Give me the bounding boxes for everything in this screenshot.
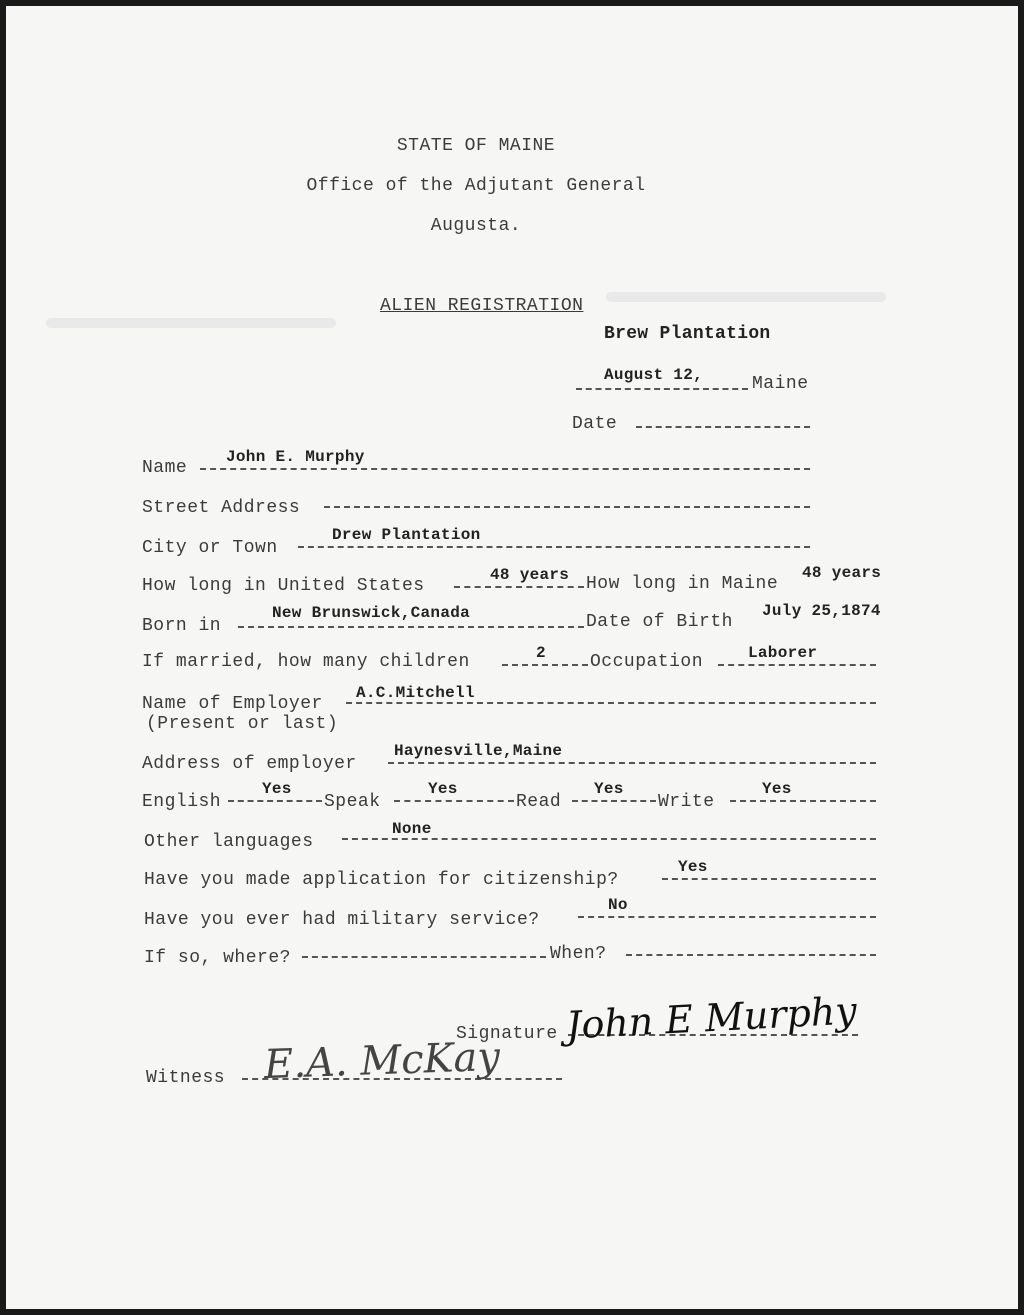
label-street: Street Address: [142, 498, 301, 518]
label-other-lang: Other languages: [144, 832, 314, 852]
faint-offset-text-right: [606, 292, 886, 302]
label-witness: Witness: [146, 1068, 226, 1088]
label-city: City or Town: [142, 538, 278, 558]
read-line: [572, 800, 656, 802]
value-write: Yes: [762, 780, 792, 798]
value-years-me: 48 years: [802, 564, 882, 582]
years-us-line: [454, 586, 584, 588]
header-state: STATE OF MAINE: [396, 136, 556, 156]
value-read: Yes: [594, 780, 624, 798]
speak-line: [394, 800, 514, 802]
military-line: [578, 916, 876, 918]
citizenship-line: [662, 878, 876, 880]
value-children: 2: [536, 644, 546, 662]
label-where: If so, where?: [144, 948, 291, 968]
value-speak: Yes: [428, 780, 458, 798]
label-employer: Name of Employer: [142, 694, 323, 714]
label-married: If married, how many children: [142, 652, 470, 672]
date-label: Date: [572, 414, 618, 434]
value-military: No: [608, 896, 628, 914]
write-line: [730, 800, 876, 802]
born-line: [238, 626, 584, 628]
value-employer: A.C.Mitchell: [356, 684, 475, 702]
employer-line: [346, 702, 876, 704]
value-city: Drew Plantation: [332, 526, 481, 544]
label-how-long-me: How long in Maine: [586, 574, 779, 594]
label-occupation: Occupation: [590, 652, 704, 672]
document-page: [6, 6, 1018, 1309]
english-line: [228, 800, 322, 802]
name-line: [200, 468, 810, 470]
label-dob: Date of Birth: [586, 612, 733, 632]
occupation-line: [718, 664, 876, 666]
emp-address-line: [388, 762, 876, 764]
other-lang-line: [342, 838, 876, 840]
value-name: John E. Murphy: [226, 448, 365, 466]
value-citizenship: Yes: [678, 858, 708, 876]
label-how-long-us: How long in United States: [142, 576, 425, 596]
label-name: Name: [142, 458, 188, 478]
applicant-signature: John E Murphy: [565, 988, 858, 1048]
label-read: Read: [516, 792, 562, 812]
label-when: When?: [550, 944, 607, 964]
date-place-value: August 12,: [604, 366, 704, 384]
value-occupation: Laborer: [748, 644, 818, 662]
street-line: [324, 506, 810, 508]
faint-offset-text: [46, 318, 336, 328]
value-emp-address: Haynesville,Maine: [394, 742, 563, 760]
town-value: Brew Plantation: [604, 324, 771, 344]
label-speak: Speak: [324, 792, 381, 812]
state-label: Maine: [752, 374, 809, 394]
label-employer-note: (Present or last): [146, 714, 339, 734]
date-place-line: [576, 388, 748, 390]
value-years-us: 48 years: [490, 566, 570, 584]
children-line: [502, 664, 588, 666]
label-citizenship: Have you made application for citizenship?: [144, 870, 619, 890]
value-dob: July 25,1874: [762, 602, 881, 620]
when-line: [626, 954, 876, 956]
header-office: Office of the Adjutant General: [306, 176, 646, 196]
label-military: Have you ever had military service?: [144, 910, 540, 930]
label-emp-address: Address of employer: [142, 754, 357, 774]
header-city: Augusta.: [430, 216, 522, 236]
value-born: New Brunswick,Canada: [272, 604, 471, 622]
value-other-lang: None: [392, 820, 432, 838]
city-line: [298, 546, 810, 548]
label-signature: Signature: [456, 1024, 558, 1044]
label-born: Born in: [142, 616, 222, 636]
value-english: Yes: [262, 780, 292, 798]
form-title: ALIEN REGISTRATION: [380, 296, 584, 316]
date-line: [636, 426, 810, 428]
label-english: English: [142, 792, 222, 812]
witness-signature: E.A. McKay: [263, 1033, 501, 1089]
label-write: Write: [658, 792, 715, 812]
where-line: [302, 956, 546, 958]
